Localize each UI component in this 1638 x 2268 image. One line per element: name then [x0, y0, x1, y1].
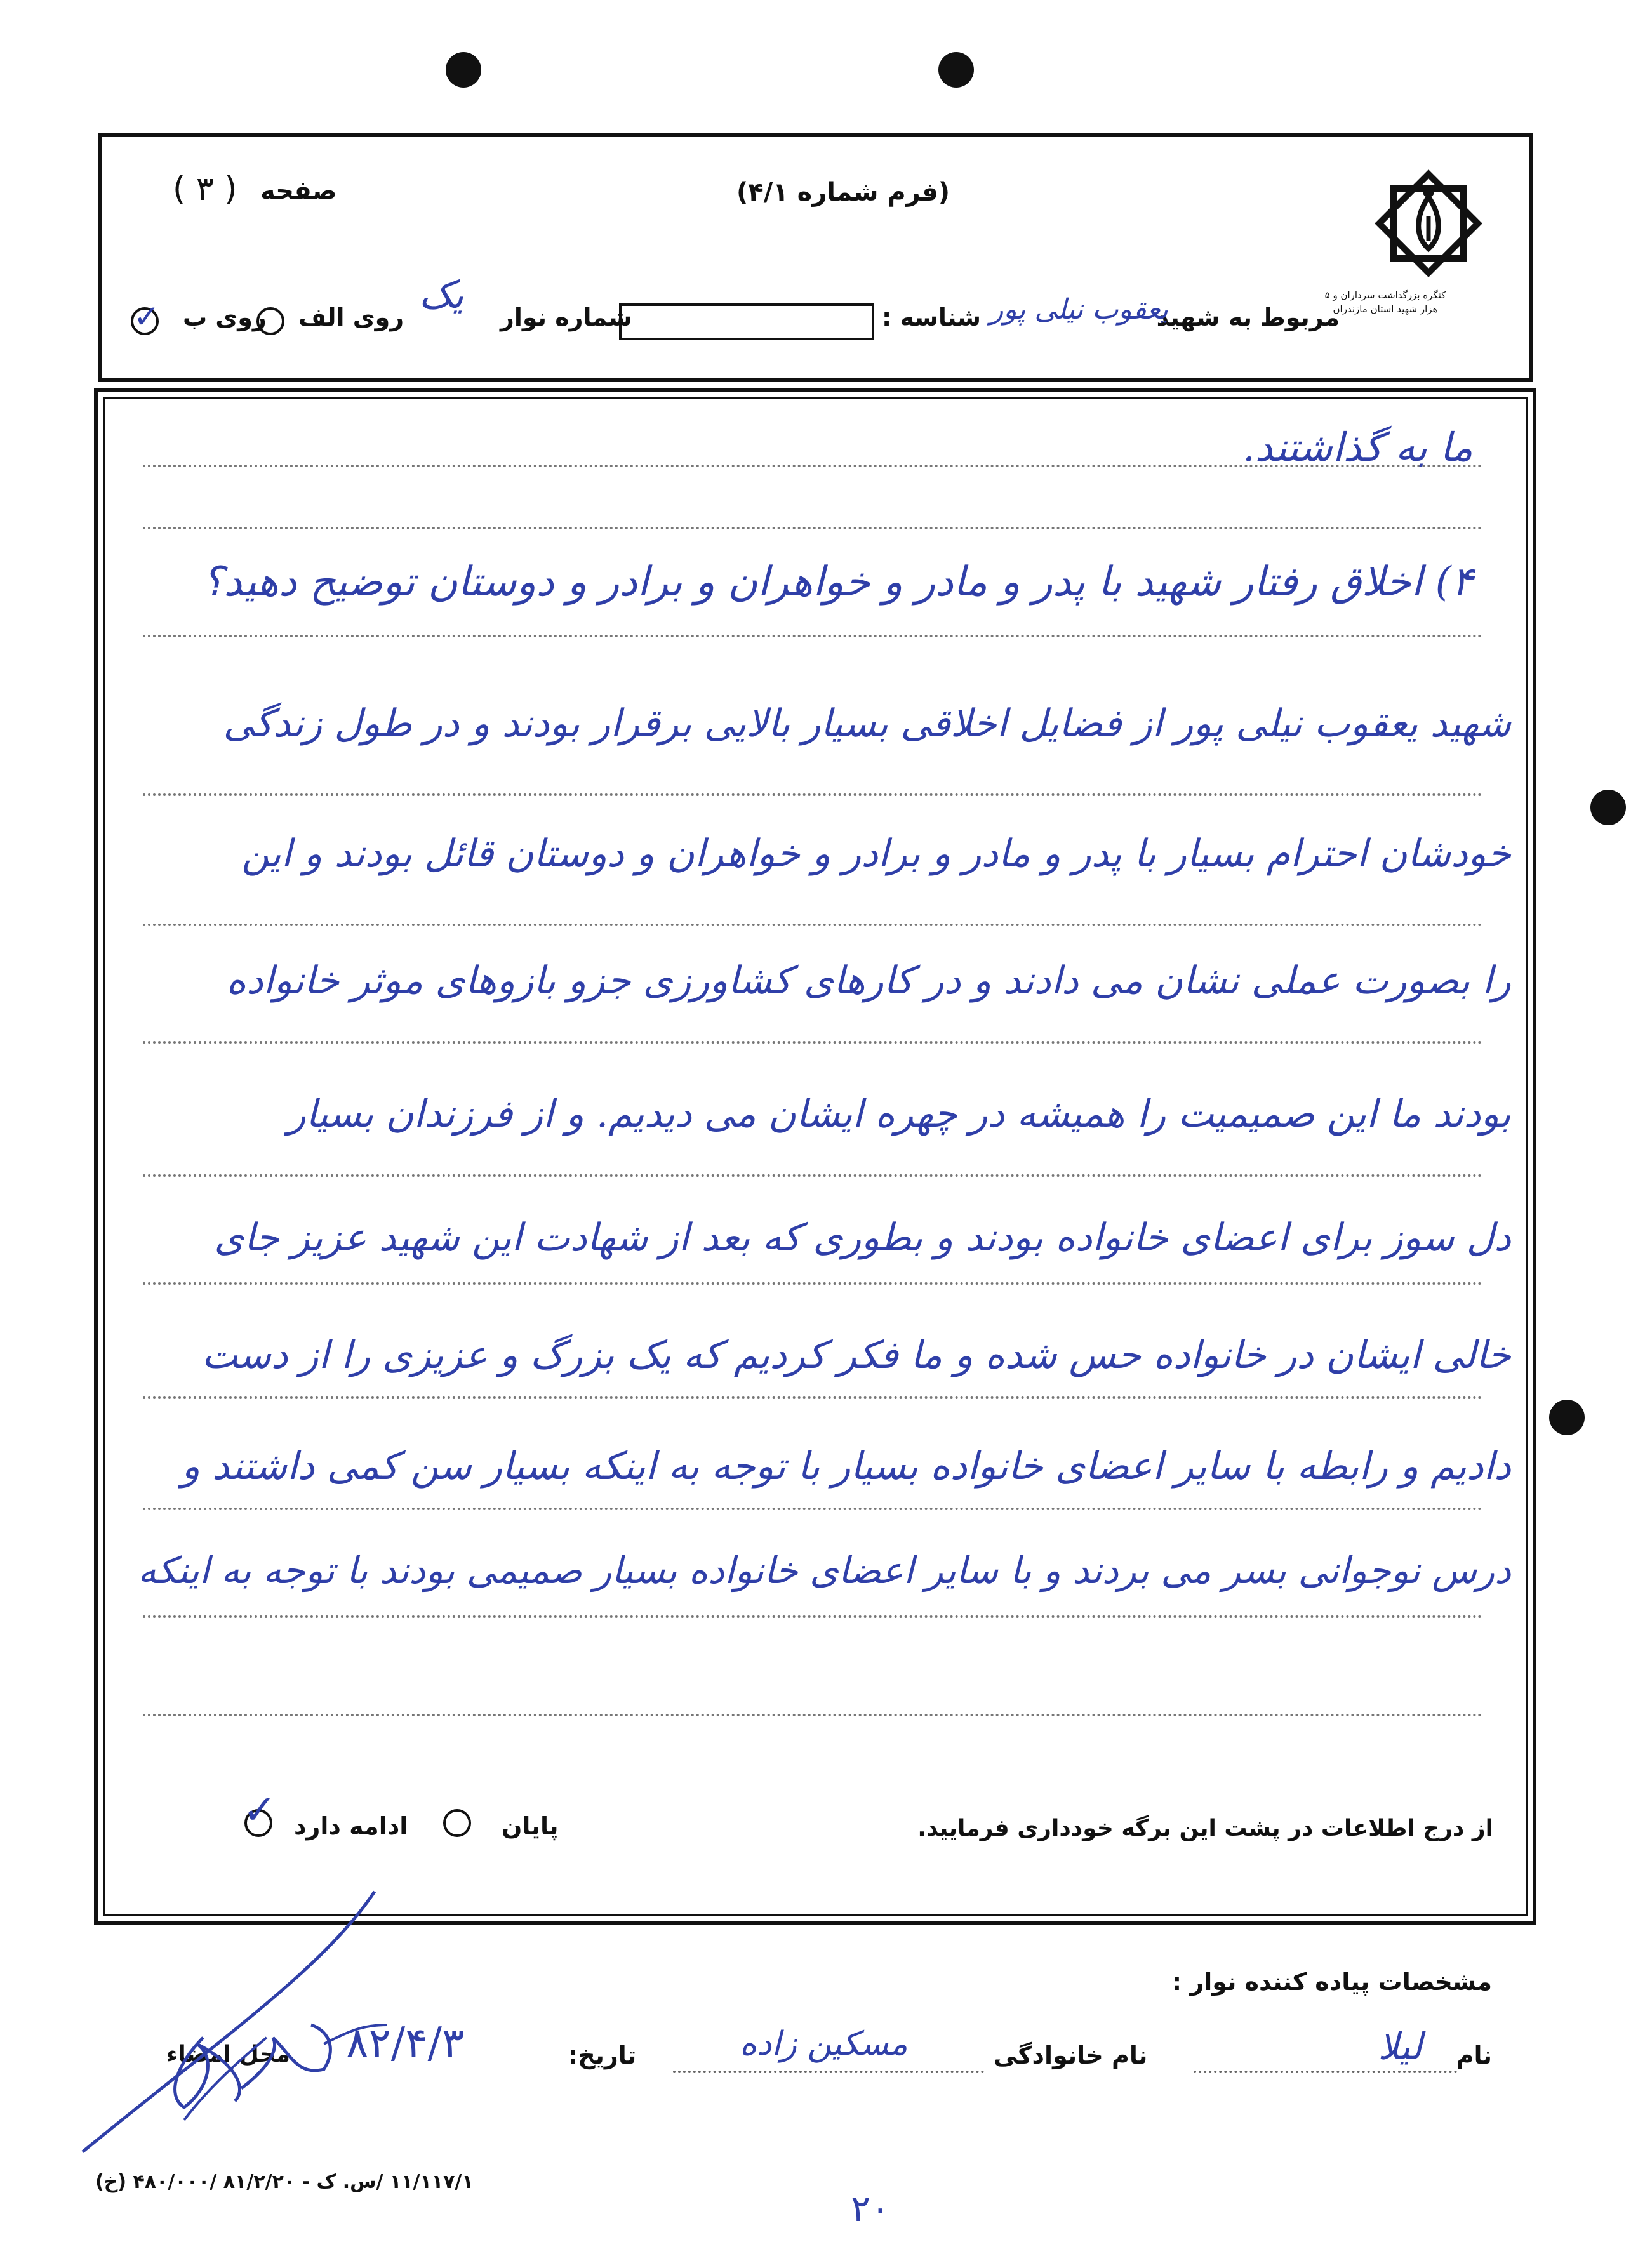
body-line: درس نوجوانی بسر می بردند و با سایر اعضای خانواده بسیار صمیمی بودند با توجه به اینکه	[137, 1549, 1511, 1592]
ruled-line	[143, 1174, 1482, 1177]
ruled-line	[143, 1041, 1482, 1044]
logo-emblem-icon	[1371, 166, 1486, 281]
tape-number-label: شماره نوار	[500, 303, 632, 331]
family-label: نام خانوادگی	[994, 2041, 1148, 2069]
body-line: شهید یعقوب نیلی پور از فضایل اخلاقی بسیار بالایی برقرار بودند و در طول زندگی	[223, 701, 1511, 746]
family-value: مسکین زاده	[740, 2025, 908, 2063]
page-footer-number: ۲۰	[851, 2187, 891, 2230]
ruled-line	[143, 793, 1482, 796]
ruled-line	[143, 1282, 1482, 1285]
page-label: صفحه	[260, 176, 337, 206]
id-label: شناسه :	[882, 303, 981, 331]
logo-caption: کنگره بزرگداشت سرداران و ۵ هزار شهید استان مازندران	[1324, 289, 1446, 315]
tape-number: یک	[419, 273, 464, 317]
punch-hole	[446, 52, 481, 88]
name-dots	[1194, 2071, 1457, 2073]
body-line: را بصورت عملی نشان می دادند و در کارهای کشاورزی جزو بازوهای موثر خانواده	[226, 958, 1511, 1003]
ruled-line	[143, 527, 1482, 529]
date-value: ۸۲/۴/۳	[346, 2019, 465, 2067]
body-line: دل سوز برای اعضای خانواده بودند و بطوری که بعد از شهادت این شهید عزیز جای	[214, 1216, 1511, 1260]
form-number: (فرم شماره ۴/۱)	[736, 178, 950, 207]
family-dots	[673, 2071, 984, 2073]
signature-scribble-icon	[57, 1879, 438, 2165]
body-line: بودند ما این صمیمیت را همیشه در چهره ایشان می دیدیم. و از فرزندان بسیار	[287, 1092, 1511, 1136]
side-b-label: روی ب	[183, 303, 267, 331]
body-line: خودشان احترام بسیار با پدر و مادر و برادر و خواهران و دوستان قائل بودند و این	[241, 832, 1511, 876]
main-frame-inner	[103, 397, 1528, 1916]
ruled-line	[143, 635, 1482, 637]
body-line: ۴) اخلاق رفتار شهید با پدر و مادر و خواهران و برادر و دوستان توضیح دهید؟	[202, 559, 1473, 606]
body-line: خالی ایشان در خانواده حس شده و ما فکر کردیم که یک بزرگ و عزیزی را از دست	[201, 1333, 1511, 1377]
body-line: دادیم و رابطه با سایر اعضای خانواده بسیار با توجه به اینکه بسیار سن کمی داشتند و	[182, 1444, 1511, 1489]
header-frame	[98, 133, 1533, 382]
ruled-line	[143, 1714, 1482, 1716]
ruled-line	[143, 1396, 1482, 1399]
side-a-label: روی الف	[298, 303, 404, 331]
name-label: نام	[1456, 2041, 1492, 2069]
ruled-line	[143, 924, 1482, 926]
form-code: ۱۱/۱۱۷/۱ /س. ک - ۸۱/۲/۲۰ /۴۸۰/۰۰۰ (خ)	[95, 2171, 474, 2193]
end-radio[interactable]	[443, 1809, 471, 1837]
signature-label: محل امضاء	[166, 2041, 290, 2067]
continue-check-mark: ✓	[243, 1787, 277, 1834]
page-number: ( ۳ )	[173, 170, 237, 208]
id-field[interactable]	[619, 303, 874, 340]
ruled-line	[143, 1508, 1482, 1510]
related-martyr-label: مربوط به شهید	[1156, 303, 1340, 331]
punch-hole	[938, 52, 974, 88]
martyr-name: یعقوب نیلی پور	[990, 293, 1168, 326]
punch-hole	[1549, 1400, 1585, 1435]
date-label: تاریخ:	[568, 2041, 637, 2069]
body-line: ما به گذاشتند.	[1242, 424, 1473, 470]
side-b-check-mark: ✓	[133, 298, 160, 335]
ruled-line	[143, 1615, 1482, 1618]
end-label: پایان	[502, 1812, 559, 1840]
no-back-writing-note: از درج اطلاعات در پشت این برگه خودداری فرمایید.	[917, 1815, 1493, 1841]
transcriber-heading: مشخصات پیاده کننده نوار :	[1171, 1968, 1492, 1996]
continue-label: ادامه دارد	[294, 1812, 408, 1840]
punch-hole	[1590, 790, 1626, 825]
name-value: لیلا	[1378, 2025, 1422, 2068]
